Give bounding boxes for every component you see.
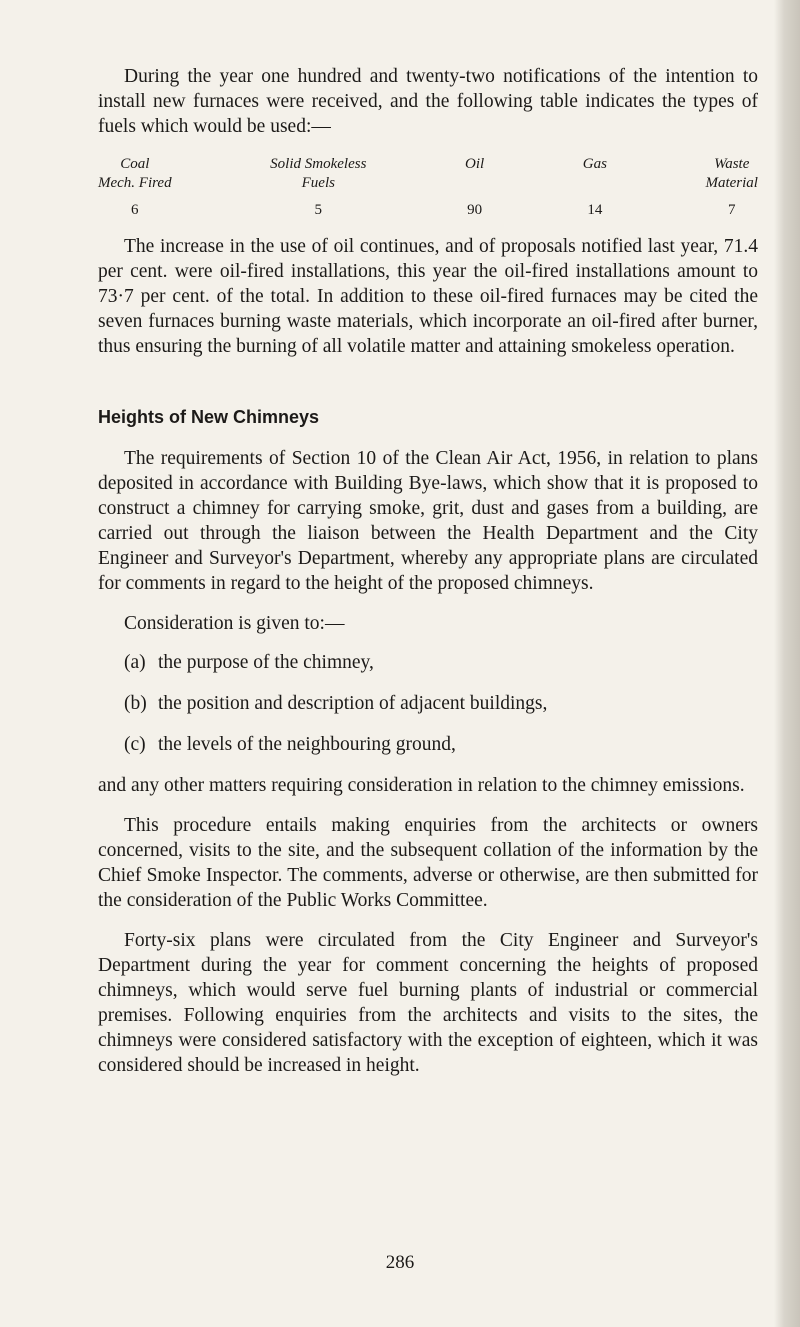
fuel-heading-line2: Mech. Fired xyxy=(98,175,172,191)
page-number: 286 xyxy=(385,1252,415,1273)
fuel-heading-line2 xyxy=(583,174,607,193)
fuel-count: 14 xyxy=(587,202,603,218)
list-item-text: the purpose of the chimney, xyxy=(158,652,374,673)
fuel-types-table xyxy=(98,155,758,220)
paragraph-notifications: During the year one hundred and twenty-two notifications of the intention to install new furnaces were received, and the following table indicates the types of fuels which would be used:— xyxy=(98,66,758,137)
paragraph-procedure: This procedure entails making enquiries from the architects or owners concerned, visits to the site, and the subsequent collation of the information by the Chief Smoke Inspector. The comments, adverse or otherwise, are then submitted for the consideration of the Public Works Committee. xyxy=(98,815,758,911)
fuel-heading-line2: Fuels xyxy=(301,175,335,191)
section-heading: Heights of New Chimneys xyxy=(98,407,320,427)
fuel-count: 7 xyxy=(727,202,736,218)
list-item xyxy=(124,650,758,675)
fuel-heading: Coal xyxy=(120,156,150,172)
list-item-text: the levels of the neighbouring ground, xyxy=(158,734,456,755)
fuel-count: 5 xyxy=(314,202,323,218)
paragraph-forty-six-plans: Forty-six plans were circulated from the City Engineer and Surveyor's Department during the year for comment concerning the heights of proposed chimneys, which would serve fuel burning plants of industrial or commercial premises. Following enquiries from the architects and visits to the sites, the chimneys were considered satisfactory with the exception of eighteen, which it was considered should be increased in height. xyxy=(98,930,758,1076)
fuel-count: 90 xyxy=(467,202,483,218)
fuel-column-solid-smokeless xyxy=(270,155,366,220)
list-item-label: (b) xyxy=(124,693,147,714)
fuel-heading: Oil xyxy=(464,156,485,172)
document-body xyxy=(98,64,758,1078)
fuel-column-coal xyxy=(98,155,172,220)
fuel-heading: Waste xyxy=(714,156,750,172)
list-item xyxy=(124,732,758,757)
fuel-column-oil xyxy=(465,155,484,220)
fuel-heading-line2: Material xyxy=(705,175,758,191)
paragraph-oil-increase: The increase in the use of oil continues, and of proposals notified last year, 71.4 per cent. were oil-fired installations, this year the oil-fired installations amount to 73·7 per cent. of the total. In addition to these oil-fired furnaces may be cited the seven furnaces burning waste materials, which incorporate an oil-fired after burner, thus ensuring the burning of all volatile matter and attaining smokeless operation. xyxy=(98,236,758,357)
list-item xyxy=(124,691,758,716)
fuel-heading: Solid Smokeless xyxy=(270,156,367,172)
paragraph-other-matters: and any other matters requiring consideration in relation to the chimney emissions. xyxy=(98,775,745,796)
fuel-heading: Gas xyxy=(582,156,607,172)
fuel-column-waste xyxy=(705,155,758,220)
page-edge-shadow xyxy=(774,0,800,1327)
paragraph-consideration: Consideration is given to:— xyxy=(124,613,345,634)
fuel-count: 6 xyxy=(131,202,139,218)
paragraph-section-10: The requirements of Section 10 of the Clean Air Act, 1956, in relation to plans deposited in accordance with Building Bye-laws, which show that it is proposed to construct a chimney for carrying smoke, grit, dust and gases from a building, are carried out through the liaison between the Health Department and the City Engineer and Surveyor's Department, whereby any appropriate plans are circulated for comments in regard to the height of the proposed chimneys. xyxy=(98,448,758,594)
fuel-column-gas xyxy=(583,155,607,220)
consideration-list xyxy=(124,650,758,757)
list-item-text: the position and description of adjacent buildings, xyxy=(158,693,548,714)
list-item-label: (c) xyxy=(124,734,146,755)
list-item-label: (a) xyxy=(124,652,146,673)
fuel-heading-line2 xyxy=(465,174,484,193)
